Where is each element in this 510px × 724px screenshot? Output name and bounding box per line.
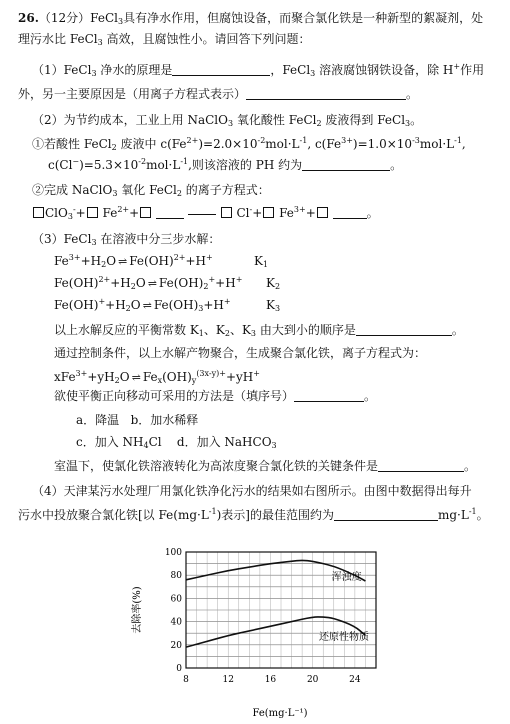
equilibrium-arrow: ⇌ bbox=[131, 371, 141, 384]
k3-label: $K_3$ bbox=[266, 298, 281, 313]
k2-label: $K_2$ bbox=[266, 276, 281, 291]
chart-grid bbox=[186, 552, 376, 668]
options-cd bbox=[76, 434, 510, 450]
answer-blank[interactable] bbox=[156, 206, 184, 219]
chart-ticks bbox=[165, 548, 361, 685]
question-points: （12分） bbox=[38, 11, 91, 25]
x-tick-label: 16 bbox=[264, 675, 277, 685]
series-label-turbidity: 浑浊度 bbox=[331, 571, 362, 583]
answer-blank[interactable] bbox=[294, 389, 364, 402]
part4-line2: 污水中投放聚合氯化铁[以 $Fe(mg\cdot L^{-1})$表示]的最佳范围约为 $mg\cdot L^{-1}$。 bbox=[18, 507, 489, 522]
part4-line1: （4）天津某污水处理厂用氯化铁净化污水的结果如右图所示。由图中数据得出每升 bbox=[32, 484, 472, 498]
question-number: 26. bbox=[18, 11, 39, 25]
option-d: d．加入 NaHCO$_3$ bbox=[176, 435, 277, 450]
polymerize-equation: $xFe^{3+}+yH_2O$ ⇌ $Fe_x(OH)_y^{(3x-y)+}+yH^+$ bbox=[54, 369, 260, 385]
removal-rate-chart bbox=[130, 540, 390, 720]
coefficient-box[interactable] bbox=[140, 207, 151, 218]
y-tick-label: 80 bbox=[170, 571, 182, 582]
option-c: c．加入 $NH_4Cl$ bbox=[76, 435, 162, 450]
k-order-question: 以上水解反应的平衡常数 $K_1$、$K_2$、$K_3$ 由大到小的顺序是 。 bbox=[54, 323, 464, 338]
y-axis-label: 去除率(%) bbox=[132, 586, 143, 634]
coefficient-box[interactable] bbox=[263, 207, 274, 218]
part2-q1-line1: ①若酸性 FeCl$_2$ 废液中 $c(Fe^{2+})=2.0\times 10^{-2}mol\cdot L^{-1}$, $c(Fe^{3+})=1.0\times 10^{-3}mol\cdot L^{-1}$, bbox=[32, 136, 466, 152]
key-condition-question: 室温下，使氯化铁溶液转化为高浓度聚合氯化铁的关键条件是 。 bbox=[54, 459, 477, 473]
part2-q2: ②完成 NaClO$_3$ 氧化 FeCl$_2$ 的离子方程式： bbox=[32, 183, 270, 198]
x-tick-label: 8 bbox=[183, 675, 189, 685]
equals-line bbox=[188, 206, 216, 215]
answer-blank[interactable] bbox=[333, 206, 367, 219]
question-intro-cont: 理污水比 FeCl$_3$ 高效，且腐蚀性小。请回答下列问题： bbox=[18, 32, 311, 47]
coefficient-box[interactable] bbox=[317, 207, 328, 218]
shift-question: 欲使平衡正向移动可采用的方法是（填序号） 。 bbox=[54, 389, 377, 403]
polymerize-intro: 通过控制条件，以上水解产物聚合，生成聚合氯化铁，离子方程式为： bbox=[54, 346, 427, 360]
y-tick-label: 100 bbox=[164, 548, 182, 558]
part2-equation: $ClO_3^-+ Fe^{2+}+$ $Cl^-+ Fe^{3+}+$ 。 bbox=[32, 205, 510, 221]
k1-label: $K_1$ bbox=[254, 254, 269, 269]
part2-q1-line2: $c(Cl^-)=5.3\times 10^{-2}mol\cdot L^{-1}$,则该溶液的 PH 约为 。 bbox=[48, 157, 403, 172]
coefficient-box[interactable] bbox=[87, 207, 98, 218]
y-tick-label: 20 bbox=[170, 640, 182, 651]
hydrolysis-step1: $Fe^{3+}+H_2O$ ⇌ Fe(OH)$^{2+}$+H+ $K_1$ bbox=[54, 253, 269, 269]
hydrolysis-step2: $Fe(OH)^{2+}+H_2O$ ⇌ $Fe(OH)_2^++H^+$ $K_2$ bbox=[54, 275, 281, 291]
x-axis-label: Fe(mg·L⁻¹) bbox=[252, 708, 308, 719]
x-tick-label: 12 bbox=[222, 675, 234, 685]
options-ab bbox=[76, 412, 510, 428]
part1-line2: 外，另一主要原因是（用离子方程式表示） 。 bbox=[18, 87, 419, 101]
equilibrium-arrow: ⇌ bbox=[147, 277, 157, 290]
answer-blank[interactable] bbox=[378, 459, 464, 472]
answer-blank[interactable] bbox=[172, 63, 270, 76]
y-tick-label: 40 bbox=[170, 617, 182, 628]
option-b: b．加水稀释 bbox=[130, 413, 199, 427]
x-tick-label: 24 bbox=[349, 675, 361, 685]
hydrolysis-step3: $Fe(OH)^++H_2O$ ⇌ $Fe(OH)_3+H^+$ $K_3$ bbox=[54, 297, 281, 313]
equilibrium-arrow: ⇌ bbox=[142, 299, 152, 312]
y-tick-label: 0 bbox=[176, 664, 182, 674]
x-tick-label: 20 bbox=[306, 675, 319, 685]
series-label-reducing: 还原性物质 bbox=[319, 632, 369, 644]
y-tick-label: 60 bbox=[170, 594, 182, 605]
part3-intro: （3）FeCl$_3$ 在溶液中分三步水解： bbox=[32, 232, 221, 247]
answer-blank[interactable] bbox=[246, 87, 406, 100]
part2-line1: （2）为节约成本，工业上用 NaClO$_3$ 氧化酸性 FeCl$_2$ 废液得到 FeCl$_3$。 bbox=[32, 113, 423, 128]
coefficient-box[interactable] bbox=[33, 207, 44, 218]
answer-blank[interactable] bbox=[356, 323, 452, 336]
question-intro: 26.（12分）FeCl$_3$具有净水作用，但腐蚀设备，而聚合氯化铁是一种新型的絮凝剂，处 bbox=[18, 11, 484, 26]
answer-blank[interactable] bbox=[334, 508, 438, 521]
coefficient-box[interactable] bbox=[221, 207, 232, 218]
option-a: a．降温 bbox=[76, 413, 120, 427]
part1-line1: （1）FeCl$_3$ 净水的原理是 ，FeCl$_3$ 溶液腐蚀钢铁设备，除 H+作用 bbox=[32, 62, 485, 78]
equilibrium-arrow: ⇌ bbox=[118, 255, 128, 268]
answer-blank[interactable] bbox=[302, 158, 390, 171]
